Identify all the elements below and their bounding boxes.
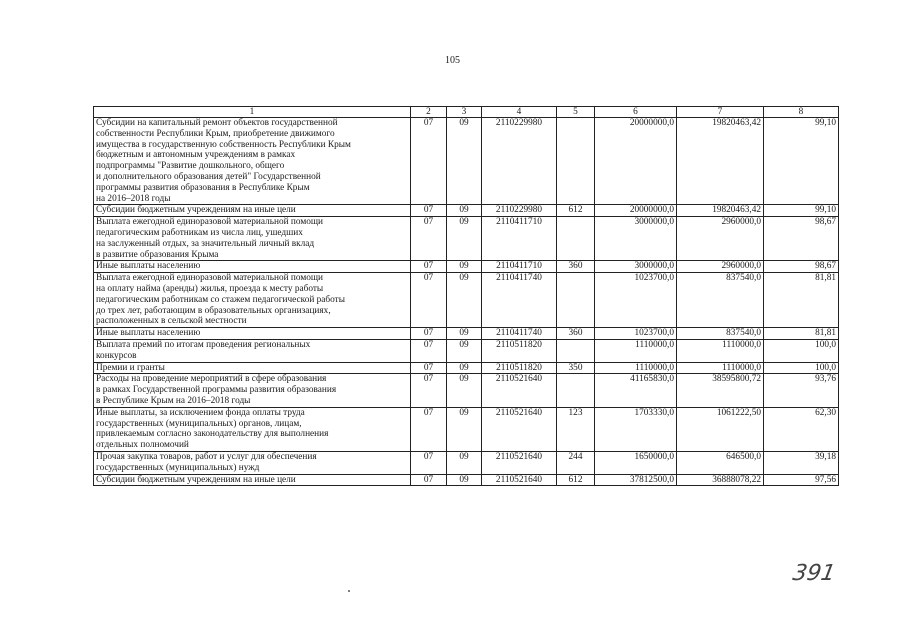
execution-percent-cell: 62,30 (764, 407, 839, 451)
section-code-cell: 07 (411, 261, 447, 273)
subsection-code-cell: 09 (447, 451, 482, 474)
planned-amount-cell: 1110000,0 (595, 339, 677, 362)
table-row (94, 118, 839, 205)
expense-type-cell: 360 (557, 261, 595, 273)
section-code-cell: 07 (411, 273, 447, 328)
row-name-cell: Иные выплаты, за исключением фонда оплаты труда государственных (муниципальных) органов, лицам, привлекаемым согласно законодательству для выполнения отдельных полномочий (94, 407, 411, 451)
execution-percent-cell: 99,10 (764, 118, 839, 205)
row-name-cell: Субсидии бюджетным учреждениям на иные цели (94, 205, 411, 217)
header-cell: 4 (482, 107, 557, 118)
planned-amount-cell: 20000000,0 (595, 205, 677, 217)
executed-amount-cell: 36888078,22 (677, 474, 764, 486)
target-article-cell: 2110229980 (482, 205, 557, 217)
subsection-code-cell: 09 (447, 118, 482, 205)
planned-amount-cell: 37812500,0 (595, 474, 677, 486)
planned-amount-cell: 3000000,0 (595, 261, 677, 273)
expense-type-cell: 244 (557, 451, 595, 474)
executed-amount-cell: 19820463,42 (677, 205, 764, 217)
header-cell: 1 (94, 107, 411, 118)
section-code-cell: 07 (411, 339, 447, 362)
table-row (94, 374, 839, 407)
target-article-cell: 2110229980 (482, 118, 557, 205)
expense-type-cell (557, 374, 595, 407)
target-article-cell: 2110521640 (482, 474, 557, 486)
subsection-code-cell: 09 (447, 339, 482, 362)
row-name-cell: Субсидии бюджетным учреждениям на иные цели (94, 474, 411, 486)
table-row (94, 217, 839, 261)
table-row (94, 362, 839, 374)
planned-amount-cell: 3000000,0 (595, 217, 677, 261)
executed-amount-cell: 2960000,0 (677, 217, 764, 261)
subsection-code-cell: 09 (447, 328, 482, 340)
section-code-cell: 07 (411, 362, 447, 374)
row-name-cell: Выплата ежегодной единоразовой материальной помощи педагогическим работникам из числа лиц, ушедших на заслуженный отдых, за значительный личный вклад в развитие образования Крыма (94, 217, 411, 261)
execution-percent-cell: 99,10 (764, 205, 839, 217)
execution-percent-cell: 93,76 (764, 374, 839, 407)
target-article-cell: 2110511820 (482, 362, 557, 374)
header-cell: 3 (447, 107, 482, 118)
table-row (94, 474, 839, 486)
planned-amount-cell: 1023700,0 (595, 273, 677, 328)
page-number: 105 (445, 55, 460, 66)
execution-percent-cell: 100,0 (764, 339, 839, 362)
planned-amount-cell: 1110000,0 (595, 362, 677, 374)
planned-amount-cell: 1650000,0 (595, 451, 677, 474)
subsection-code-cell: 09 (447, 261, 482, 273)
planned-amount-cell: 1703330,0 (595, 407, 677, 451)
target-article-cell: 2110411740 (482, 328, 557, 340)
execution-percent-cell: 100,0 (764, 362, 839, 374)
target-article-cell: 2110411740 (482, 273, 557, 328)
table-row (94, 205, 839, 217)
section-code-cell: 07 (411, 118, 447, 205)
row-name-cell: Субсидии на капитальный ремонт объектов государственной собственности Республики Крым, приобретение движимого имущества в государственную собственность Республики Крым бюджетным и автономным учреждениям в рамках подпрограммы "Развитие дошкольного, общего и дополнительного образования детей" Государственной программы развития образования в Республике Крым на 2016–2018 годы (94, 118, 411, 205)
target-article-cell: 2110411710 (482, 261, 557, 273)
table-row (94, 273, 839, 328)
executed-amount-cell: 837540,0 (677, 273, 764, 328)
expense-type-cell (557, 339, 595, 362)
expense-type-cell: 360 (557, 328, 595, 340)
row-name-cell: Прочая закупка товаров, работ и услуг для обеспечения государственных (муниципальных) нужд (94, 451, 411, 474)
planned-amount-cell: 1023700,0 (595, 328, 677, 340)
section-code-cell: 07 (411, 407, 447, 451)
header-cell: 7 (677, 107, 764, 118)
row-name-cell: Выплата премий по итогам проведения региональных конкурсов (94, 339, 411, 362)
expense-type-cell: 612 (557, 205, 595, 217)
expense-type-cell: 612 (557, 474, 595, 486)
row-name-cell: Иные выплаты населению (94, 328, 411, 340)
table-header-row (94, 107, 839, 118)
row-name-cell: Расходы на проведение мероприятий в сфере образования в рамках Государственной программы развития образования в Республике Крым на 2016–2018 годы (94, 374, 411, 407)
expense-type-cell: 350 (557, 362, 595, 374)
table-row (94, 328, 839, 340)
executed-amount-cell: 19820463,42 (677, 118, 764, 205)
expense-type-cell (557, 217, 595, 261)
executed-amount-cell: 646500,0 (677, 451, 764, 474)
target-article-cell: 2110521640 (482, 407, 557, 451)
execution-percent-cell: 97,56 (764, 474, 839, 486)
expense-type-cell: 123 (557, 407, 595, 451)
table-row (94, 339, 839, 362)
section-code-cell: 07 (411, 374, 447, 407)
table-body (94, 118, 839, 486)
header-cell: 5 (557, 107, 595, 118)
executed-amount-cell: 2960000,0 (677, 261, 764, 273)
subsection-code-cell: 09 (447, 205, 482, 217)
row-name-cell: Премии и гранты (94, 362, 411, 374)
executed-amount-cell: 38595800,72 (677, 374, 764, 407)
section-code-cell: 07 (411, 205, 447, 217)
scan-speck (348, 590, 350, 592)
execution-percent-cell: 81,81 (764, 273, 839, 328)
executed-amount-cell: 1061222,50 (677, 407, 764, 451)
section-code-cell: 07 (411, 328, 447, 340)
header-cell: 2 (411, 107, 447, 118)
subsection-code-cell: 09 (447, 474, 482, 486)
budget-table (93, 106, 839, 486)
execution-percent-cell: 81,81 (764, 328, 839, 340)
handwritten-page-number: 391 (790, 561, 838, 586)
table-row (94, 451, 839, 474)
subsection-code-cell: 09 (447, 273, 482, 328)
expense-type-cell (557, 118, 595, 205)
execution-percent-cell: 39,18 (764, 451, 839, 474)
row-name-cell: Иные выплаты населению (94, 261, 411, 273)
target-article-cell: 2110521640 (482, 374, 557, 407)
expense-type-cell (557, 273, 595, 328)
execution-percent-cell: 98,67 (764, 261, 839, 273)
planned-amount-cell: 41165830,0 (595, 374, 677, 407)
target-article-cell: 2110511820 (482, 339, 557, 362)
section-code-cell: 07 (411, 474, 447, 486)
subsection-code-cell: 09 (447, 217, 482, 261)
target-article-cell: 2110411710 (482, 217, 557, 261)
target-article-cell: 2110521640 (482, 451, 557, 474)
row-name-cell: Выплата ежегодной единоразовой материальной помощи на оплату найма (аренды) жилья, проезда к месту работы педагогическим работникам со стажем педагогической работы до трех лет, работающим в образовательных организациях, расположенных в сельской местности (94, 273, 411, 328)
section-code-cell: 07 (411, 451, 447, 474)
section-code-cell: 07 (411, 217, 447, 261)
executed-amount-cell: 1110000,0 (677, 362, 764, 374)
executed-amount-cell: 1110000,0 (677, 339, 764, 362)
header-cell: 8 (764, 107, 839, 118)
execution-percent-cell: 98,67 (764, 217, 839, 261)
subsection-code-cell: 09 (447, 407, 482, 451)
table-row (94, 407, 839, 451)
subsection-code-cell: 09 (447, 362, 482, 374)
table-row (94, 261, 839, 273)
subsection-code-cell: 09 (447, 374, 482, 407)
executed-amount-cell: 837540,0 (677, 328, 764, 340)
header-cell: 6 (595, 107, 677, 118)
planned-amount-cell: 20000000,0 (595, 118, 677, 205)
